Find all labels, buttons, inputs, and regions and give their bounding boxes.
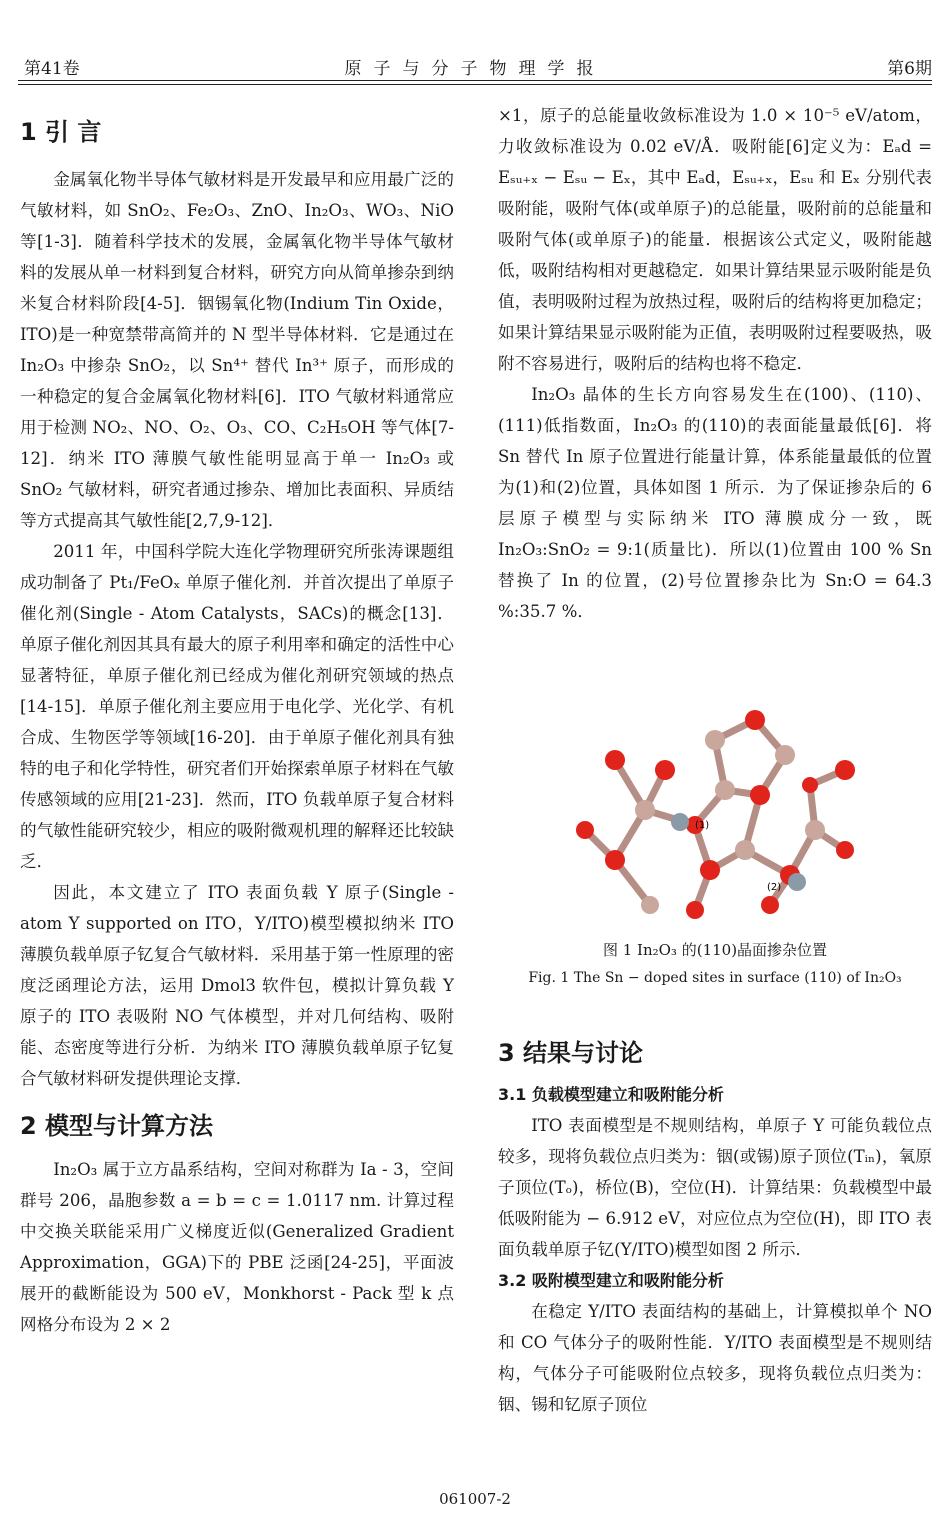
paragraph-method-2: ×1，原子的总能量收敛标准设为 1.0 × 10⁻⁵ eV/atom，力收敛标准设为 0.02 eV/Å．吸附能[6]定义为：Eₐd = Eₛᵤ₊ₓ − Eₛᵤ − Eₓ，其中 Eₐd，Eₛᵤ₊ₓ，Eₛᵤ 和 Eₓ 分别代表吸附能，吸附气体(或单原子)的总能量，吸附前的总能量和吸附气体(或单原子)的能量．根据该公式定义，吸附能越低，吸附结构相对更越稳定．如果计算结果显示吸附能是负值，表明吸附过程为放热过程，吸附后的结构将更加稳定；如果计算结果显示吸附能为正值，表明吸附过程要吸热，吸附不容易进行，吸附后的结构也将不稳定． [498, 106, 932, 373]
volume-label: 第41卷 [24, 59, 80, 79]
site-label-2: (2) [767, 882, 782, 893]
paragraph-intro-2: 2011 年，中国科学院大连化学物理研究所张涛课题组成功制备了 Pt₁/FeOₓ 单原子催化剂．并首次提出了单原子催化剂(Single - Atom Catalysts，SACs)的概念[13]．单原子催化剂因其具有最大的原子利用率和确定的活性中心显著特征，单原子催化剂已经成为催化剂研究领域的热点[14-15]．单原子催化剂主要应用于电化学、光化学、有机合成、生物医学等领域[16-20]．由于单原子催化剂具有独特的电子和化学特性，研究者们开始探索单原子材料在气敏传感领域的应用[21-23]．然而，ITO 负载单原子复合材料的气敏性能研究较少，相应的吸附微观机理的解释还比较缺乏． [20, 542, 454, 871]
paragraph-method-1: In₂O₃ 属于立方晶系结构，空间对称群为 Ia - 3，空间群号 206，晶胞参数 a = b = c = 1.0117 nm. 计算过程中交换关联能采用广义梯度近似(Generalized Gradient Approximation，GGA)下的 PBE 泛函[24-25]，平面波展开的截断能设为 500 eV，Monkhorst - Pack 型 k 点网格分布设为 2 × 2 [20, 1160, 454, 1334]
figure-caption-cn: 图 1 In₂O₃ 的(110)晶面掺杂位置 [602, 941, 828, 959]
paragraph-method-3: In₂O₃ 晶体的生长方向容易发生在(100)、(110)、(111)低指数面，In₂O₃ 的(110)的表面能量最低[6]．将 Sn 替代 In 原子位置进行能量计算，体系能量最低的位置为(1)和(2)位置，具体如图 1 所示．为了保证掺杂后的 6 层原子模型与实际纳米 ITO 薄膜成分一致，既 In₂O₃:SnO₂ = 9:1(质量比)．所以(1)位置由 100 % Sn 替换了 In 的位置，(2)号位置掺杂比为 Sn:O = 64.3 %:35.7 %． [498, 385, 932, 621]
paragraph-results-1: ITO 表面模型是不规则结构，单原子 Y 可能负载位点较多，现将负载位点归类为：铟(或锡)原子顶位(Tᵢₙ)，氧原子顶位(Tₒ)，桥位(B)，空位(H)．计算结果：负载模型中最低吸附能为 − 6.912 eV，对应位点为空位(H)，即 ITO 表面负载单原子钇(Y/ITO)模型如图 2 所示． [498, 1116, 932, 1259]
paragraph-intro-1: 金属氧化物半导体气敏材料是开发最早和应用最广泛的气敏材料，如 SnO₂、Fe₂O₃、ZnO、In₂O₃、WO₃、NiO 等[1-3]．随着科学技术的发展，金属氧化物半导体气敏材料的发展从单一材料到复合材料，研究方向从简单掺杂到纳米复合材料阶段[4-5]．铟锡氧化物(Indium Tin Oxide，ITO)是一种宽禁带高简并的 N 型半导体材料．它是通过在 In₂O₃ 中掺杂 SnO₂，以 Sn⁴⁺ 替代 In³⁺ 原子，而形成的一种稳定的复合金属氧化物材料[6]．ITO 气敏材料通常应用于检测 NO₂、NO、O₂、O₃、CO、C₂H₅OH 等气体[7-12]．纳米 ITO 薄膜气敏性能明显高于单一 In₂O₃ 或 SnO₂ 气敏材料，研究者通过掺杂、增加比表面积、异质结等方式提高其气敏性能[2,7,9-12]． [20, 170, 454, 530]
left-column [20, 112, 454, 1340]
header-rule [18, 80, 932, 81]
site-label-1: (1) [695, 820, 710, 831]
right-column-top [498, 100, 932, 627]
right-column-bottom [498, 1033, 932, 1420]
header-rule-thin [18, 84, 932, 85]
subsection-3-1-title: 3.1 负载模型建立和吸附能分析 [498, 1085, 724, 1104]
crystal-structure-image [545, 700, 885, 930]
section-2-title: 2 模型与计算方法 [20, 1112, 214, 1140]
page-number: 061007-2 [439, 1490, 511, 1508]
journal-title: 原子与分子物理学报 [344, 59, 606, 79]
paragraph-results-2: 在稳定 Y/ITO 表面结构的基础上，计算模拟单个 NO 和 CO 气体分子的吸附性能．Y/ITO 表面模型是不规则结构，气体分子可能吸附位点较多，现将负载位点归类为：铟、锡和钇原子顶位 [498, 1302, 932, 1414]
paragraph-intro-3: 因此，本文建立了 ITO 表面负载 Y 原子(Single - atom Y supported on ITO，Y/ITO)模型模拟纳米 ITO 薄膜负载单原子钇复合气敏材料．采用基于第一性原理的密度泛函理论方法，运用 Dmol3 软件包，模拟计算负载 Y 原子的 ITO 表吸附 NO 气体模型，并对几何结构、吸附能、态密度等进行分析．为纳米 ITO 薄膜负载单原子钇复合气敏材料研发提供理论支撑． [20, 883, 454, 1088]
subsection-3-2-title: 3.2 吸附模型建立和吸附能分析 [498, 1271, 724, 1290]
figure-1 [498, 700, 932, 992]
running-header [18, 48, 932, 82]
issue-label: 第6期 [887, 59, 932, 79]
section-1-title: 1 引 言 [20, 118, 102, 146]
section-3-title: 3 结果与讨论 [498, 1039, 644, 1067]
figure-caption-en: Fig. 1 The Sn − doped sites in surface (110) of In₂O₃ [528, 970, 902, 986]
